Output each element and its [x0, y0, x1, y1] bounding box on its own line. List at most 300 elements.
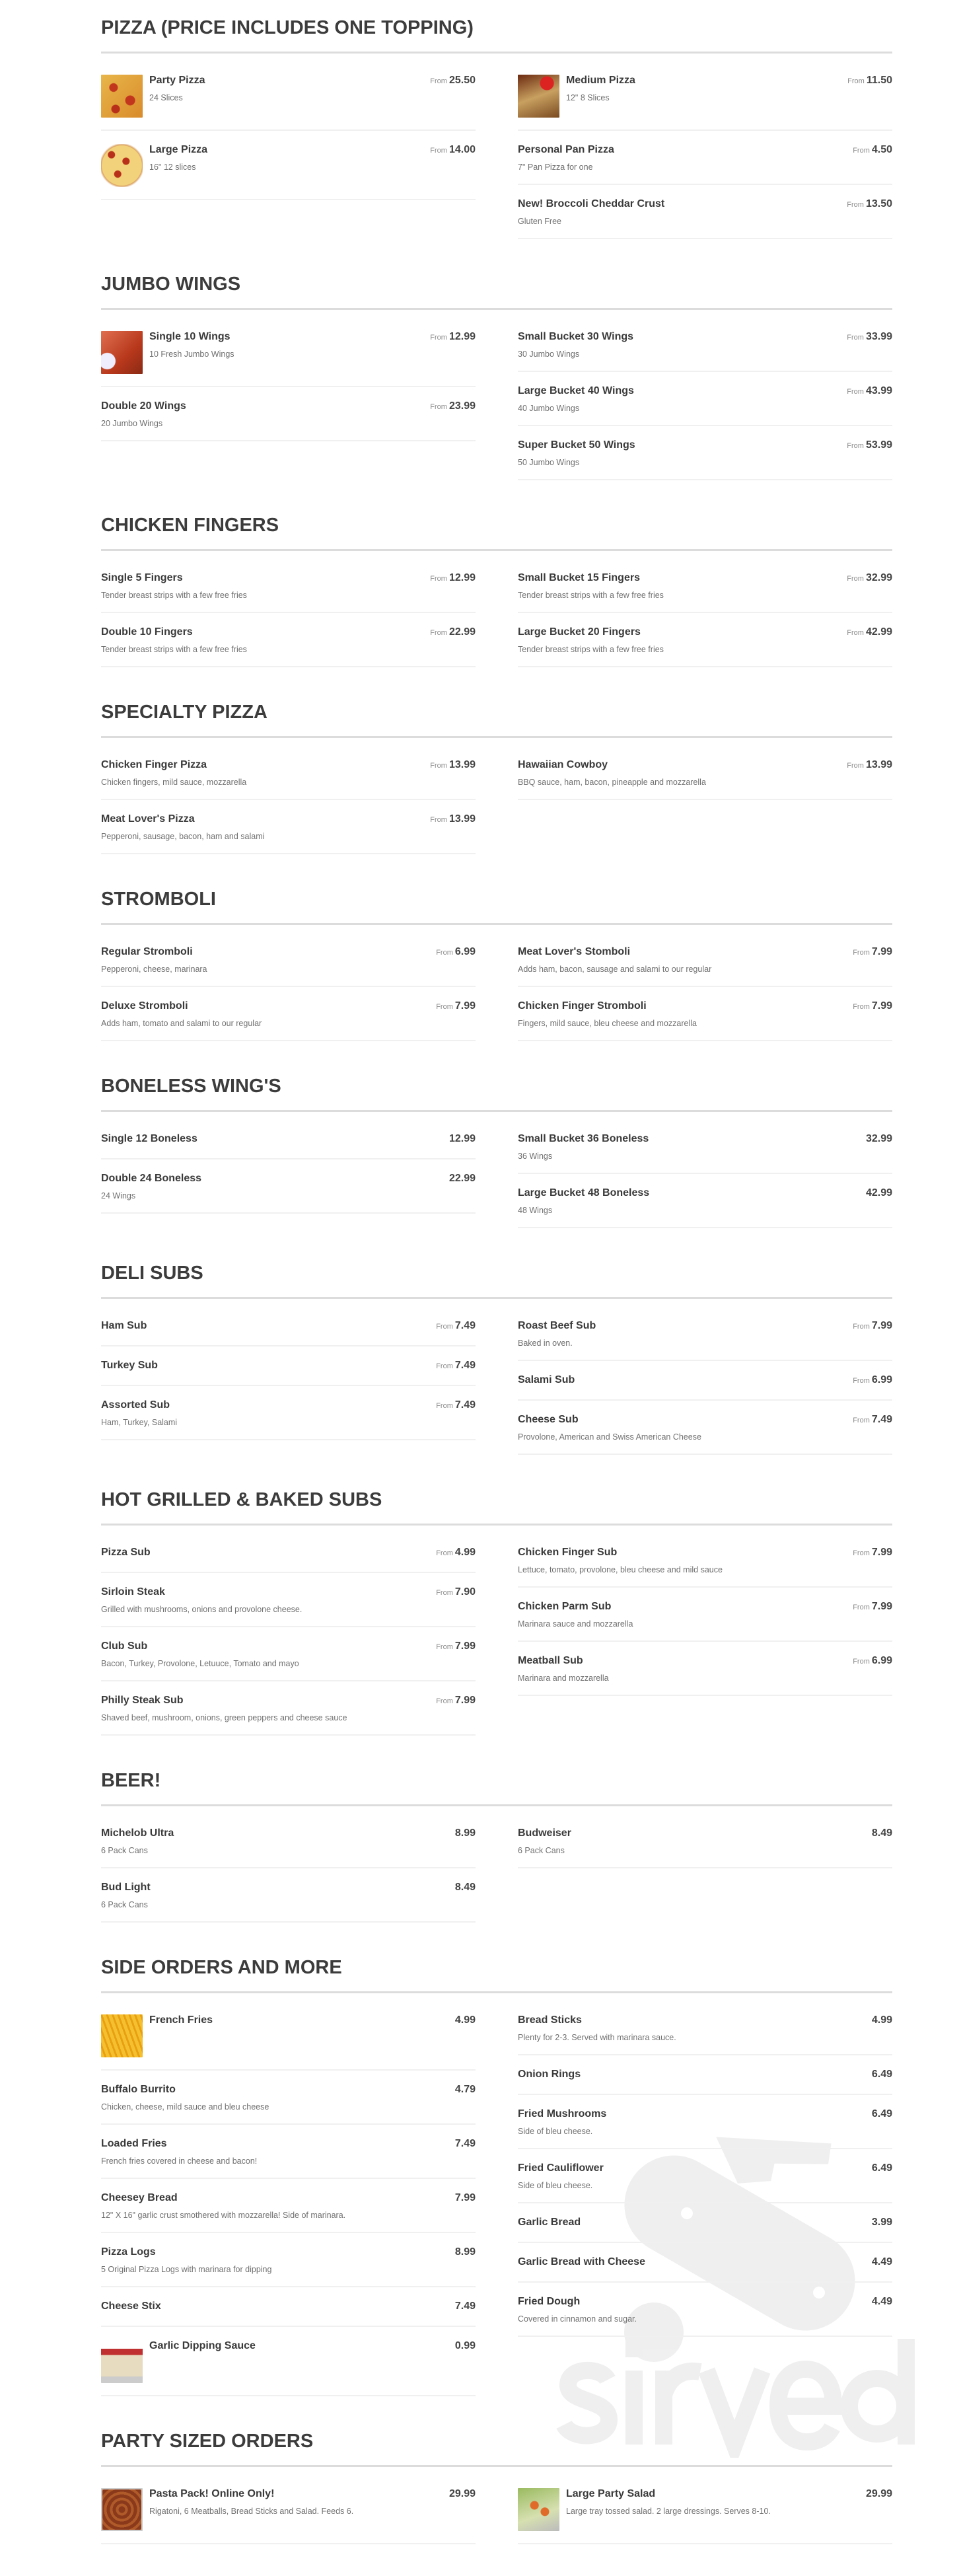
- menu-item-name: Onion Rings: [518, 2069, 581, 2080]
- menu-item-price-group: [847, 626, 892, 638]
- menu-item-body: [518, 1827, 892, 1855]
- menu-item: [101, 1573, 476, 1627]
- menu-item-body: [518, 572, 892, 600]
- menu-item-header: [101, 1133, 476, 1145]
- price-prefix: From: [853, 1549, 870, 1557]
- menu-item-price: 25.50: [448, 75, 476, 86]
- menu-item-body: [101, 1320, 476, 1333]
- menu-item-price: 7.49: [454, 1320, 476, 1331]
- menu-item-header: [101, 2246, 476, 2258]
- menu-item-price: 4.99: [454, 2014, 476, 2026]
- menu-column-left: [101, 318, 476, 480]
- menu-column-left: [101, 559, 476, 667]
- menu-item: [101, 2475, 476, 2544]
- menu-item-price-group: [853, 1655, 892, 1667]
- menu-column-left: [101, 2475, 476, 2544]
- price-prefix: From: [430, 575, 447, 583]
- menu-item-description: 24 Wings: [101, 1191, 136, 1200]
- menu-item-body: [518, 1320, 892, 1348]
- menu-item: [518, 1174, 892, 1228]
- menu-item-body: [518, 1133, 892, 1161]
- menu-item-price: 13.99: [448, 813, 476, 825]
- menu-item-price: 7.99: [871, 1547, 892, 1558]
- menu-item-price: 7.99: [871, 1601, 892, 1612]
- menu-item-header: [518, 1000, 892, 1012]
- menu-item-body: [518, 2256, 892, 2269]
- menu-item: [518, 2001, 892, 2055]
- menu-item-price-group: [866, 1187, 892, 1199]
- menu-item-price: 7.99: [454, 2192, 476, 2203]
- menu-item-header: [149, 2014, 476, 2026]
- menu-item-name: Roast Beef Sub: [518, 1320, 596, 1331]
- menu-item-price-group: [430, 572, 476, 584]
- menu-item-description: 40 Jumbo Wings: [518, 404, 580, 413]
- menu-column-right: [518, 318, 892, 480]
- menu-item: [101, 1386, 476, 1440]
- menu-item-name: Meat Lover's Pizza: [101, 813, 195, 825]
- menu-item-header: [101, 759, 476, 771]
- menu-item-name: Ham Sub: [101, 1320, 147, 1331]
- menu-section: [101, 1487, 892, 1736]
- menu-item-body: [101, 1000, 476, 1028]
- menu-item-name: Assorted Sub: [101, 1399, 170, 1411]
- menu-item-name: Chicken Finger Pizza: [101, 759, 207, 770]
- price-prefix: From: [436, 1589, 453, 1597]
- menu-item-body: [149, 331, 476, 374]
- menu-item-description: Rigatoni, 6 Meatballs, Bread Sticks and Salad. Feeds 6.: [149, 2507, 354, 2516]
- menu-item-name: Small Bucket 15 Fingers: [518, 572, 640, 583]
- menu-item: [101, 131, 476, 200]
- menu-item-header: [101, 2084, 476, 2096]
- menu-section: [101, 1073, 892, 1228]
- menu-item-header: [518, 1320, 892, 1332]
- menu-item-price: 8.99: [454, 1827, 476, 1839]
- menu-item-body: [518, 144, 892, 172]
- menu-item: [518, 1814, 892, 1868]
- price-prefix: From: [430, 629, 447, 637]
- menu-item-header: [518, 1827, 892, 1839]
- menu-item-body: [518, 626, 892, 654]
- menu-item-body: [566, 75, 892, 118]
- menu-item-description: 30 Jumbo Wings: [518, 350, 580, 359]
- menu-item: [518, 1533, 892, 1588]
- menu-item-header: [518, 626, 892, 638]
- menu-item: [101, 1627, 476, 1681]
- menu-item-name: Super Bucket 50 Wings: [518, 439, 635, 451]
- menu-item-description: Side of bleu cheese.: [518, 2127, 593, 2136]
- menu-item-body: [101, 1640, 476, 1668]
- menu-item-header: [149, 2340, 476, 2352]
- menu-item-body: [518, 1374, 892, 1387]
- menu-column-left: [101, 1533, 476, 1736]
- menu-item-price: 6.99: [454, 946, 476, 957]
- menu-item-price-group: [430, 626, 476, 638]
- menu-item-price-group: [455, 2138, 476, 2150]
- menu-item-price-group: [847, 572, 892, 584]
- menu-item-body: [518, 385, 892, 413]
- menu-item-body: [149, 2340, 476, 2383]
- menu-item-price: 6.99: [871, 1655, 892, 1666]
- menu-item-price-group: [430, 813, 476, 825]
- menu-item-name: Michelob Ultra: [101, 1827, 174, 1839]
- menu-item-body: [518, 2108, 892, 2136]
- menu-item-name: Pasta Pack! Online Only!: [149, 2488, 275, 2499]
- menu-item-header: [101, 626, 476, 638]
- menu-section: [101, 271, 892, 480]
- menu-item-price-group: [853, 1000, 892, 1012]
- menu-item-header: [518, 1414, 892, 1426]
- restaurant-menu: [101, 15, 892, 2576]
- menu-item-header: [149, 331, 476, 343]
- menu-item-price: 3.99: [871, 2217, 892, 2228]
- menu-item-price-group: [872, 2296, 892, 2308]
- menu-item-price: 7.49: [871, 1414, 892, 1425]
- menu-item-price: 29.99: [448, 2488, 476, 2499]
- price-prefix: From: [847, 201, 864, 209]
- menu-item-description: 10 Fresh Jumbo Wings: [149, 350, 234, 359]
- menu-item-price-group: [430, 144, 476, 156]
- menu-item-description: Adds ham, bacon, sausage and salami to our regular: [518, 965, 712, 974]
- menu-item-header: [101, 1320, 476, 1332]
- menu-item-header: [101, 813, 476, 825]
- menu-item-name: Fried Mushrooms: [518, 2108, 607, 2119]
- menu-item-name: Meatball Sub: [518, 1655, 583, 1666]
- price-prefix: From: [436, 1003, 453, 1011]
- menu-item-name: Hawaiian Cowboy: [518, 759, 608, 770]
- menu-item-price: 8.99: [454, 2246, 476, 2258]
- menu-item-price-group: [436, 1695, 476, 1707]
- section-title: SPECIALTY PIZZA: [101, 699, 892, 738]
- menu-item-price: 29.99: [865, 2488, 892, 2499]
- menu-item-description: 12" 8 Slices: [566, 93, 610, 102]
- menu-item-description: Pepperoni, cheese, marinara: [101, 965, 207, 974]
- menu-section: [101, 2428, 892, 2544]
- menu-item-price: 4.50: [871, 144, 892, 155]
- menu-item-price-group: [436, 1399, 476, 1411]
- menu-item-header: [518, 2108, 892, 2120]
- menu-section: [101, 1767, 892, 1923]
- menu-item-name: Garlic Bread with Cheese: [518, 2256, 645, 2267]
- menu-item-price-group: [872, 2108, 892, 2120]
- menu-item-body: [101, 813, 476, 841]
- menu-item-description: Gluten Free: [518, 217, 562, 226]
- menu-column-left: [101, 746, 476, 854]
- menu-item-header: [149, 2488, 476, 2500]
- menu-item-name: Regular Stromboli: [101, 946, 193, 957]
- menu-item-price-group: [455, 2014, 476, 2026]
- menu-column-right: [518, 1533, 892, 1736]
- menu-section: [101, 886, 892, 1041]
- menu-item-price: 8.49: [454, 1882, 476, 1893]
- menu-column-right: [518, 2475, 892, 2544]
- menu-column-right: [518, 2001, 892, 2396]
- menu-item-description: Plenty for 2-3. Served with marinara sauce.: [518, 2033, 676, 2042]
- menu-item-header: [518, 946, 892, 958]
- menu-item: [101, 933, 476, 987]
- price-prefix: From: [853, 1377, 870, 1385]
- section-title: DELI SUBS: [101, 1260, 892, 1299]
- section-title: BONELESS WING'S: [101, 1073, 892, 1112]
- menu-item-body: [518, 1187, 892, 1215]
- menu-item-name: Small Bucket 36 Boneless: [518, 1133, 649, 1144]
- menu-item-price-group: [872, 2256, 892, 2268]
- menu-item-name: Buffalo Burrito: [101, 2084, 176, 2095]
- menu-item-price: 4.49: [871, 2296, 892, 2307]
- menu-item: [518, 1642, 892, 1696]
- menu-item-name: Cheese Stix: [101, 2300, 161, 2312]
- section-columns: [101, 1993, 892, 2396]
- menu-item: [101, 2071, 476, 2125]
- menu-item-price: 7.49: [454, 2138, 476, 2149]
- menu-item-description: Covered in cinnamon and sugar.: [518, 2314, 637, 2324]
- menu-item: [518, 185, 892, 239]
- menu-item-name: Garlic Bread: [518, 2217, 581, 2228]
- menu-item-price: 4.79: [454, 2084, 476, 2095]
- menu-item: [101, 1814, 476, 1868]
- menu-item-body: [149, 144, 476, 187]
- menu-item-price: 6.99: [871, 1374, 892, 1385]
- menu-item-name: Salami Sub: [518, 1374, 575, 1385]
- menu-item-name: French Fries: [149, 2014, 213, 2026]
- price-prefix: From: [847, 388, 864, 396]
- menu-item-price: 42.99: [865, 1187, 892, 1198]
- section-title: BEER!: [101, 1767, 892, 1806]
- menu-item: [518, 1401, 892, 1455]
- menu-item-name: Fried Dough: [518, 2296, 581, 2307]
- menu-item-description: Baked in oven.: [518, 1339, 573, 1348]
- menu-item-body: [101, 1695, 476, 1722]
- pasta-photo-image: [101, 2488, 143, 2531]
- menu-item: [518, 1307, 892, 1361]
- menu-item-body: [101, 572, 476, 600]
- menu-item-name: Medium Pizza: [566, 75, 635, 86]
- price-prefix: From: [853, 1417, 870, 1424]
- menu-item-name: Single 10 Wings: [149, 331, 231, 342]
- price-prefix: From: [436, 1643, 453, 1651]
- fries-photo-image: [101, 2014, 143, 2057]
- menu-item-name: Cheese Sub: [518, 1414, 579, 1425]
- section-columns: [101, 310, 892, 480]
- menu-item: [101, 1120, 476, 1159]
- menu-item-price-group: [449, 1173, 476, 1185]
- menu-item-price-group: [455, 2300, 476, 2312]
- menu-item-header: [518, 2162, 892, 2174]
- section-columns: [101, 1806, 892, 1923]
- menu-item-body: [101, 1827, 476, 1855]
- menu-item: [101, 2287, 476, 2327]
- menu-item-price-group: [847, 198, 892, 210]
- menu-item-name: Loaded Fries: [101, 2138, 167, 2149]
- menu-item-name: Single 12 Boneless: [101, 1133, 197, 1144]
- menu-item-header: [518, 385, 892, 397]
- menu-item-body: [101, 2138, 476, 2166]
- menu-section: [101, 1260, 892, 1455]
- medium-pizza-photo-image: [518, 75, 559, 118]
- section-columns: [101, 551, 892, 667]
- menu-item: [518, 933, 892, 987]
- menu-item-body: [101, 1547, 476, 1560]
- menu-item-name: Party Pizza: [149, 75, 205, 86]
- menu-item-description: 7" Pan Pizza for one: [518, 163, 593, 172]
- menu-item-price: 6.49: [871, 2069, 892, 2080]
- menu-item-description: Marinara sauce and mozzarella: [518, 1619, 633, 1629]
- menu-item: [101, 2001, 476, 2071]
- menu-item-name: Large Party Salad: [566, 2488, 656, 2499]
- menu-column-left: [101, 933, 476, 1041]
- menu-item: [101, 61, 476, 131]
- menu-item-header: [101, 572, 476, 584]
- dipping-sauce-photo-image: [101, 2340, 143, 2383]
- menu-item-name: Cheesey Bread: [101, 2192, 178, 2203]
- menu-item-name: Single 5 Fingers: [101, 572, 183, 583]
- menu-item-header: [101, 1695, 476, 1707]
- menu-item-header: [101, 1827, 476, 1839]
- menu-item-price: 4.99: [871, 2014, 892, 2026]
- menu-item-body: [518, 2217, 892, 2230]
- menu-item-description: Tender breast strips with a few free fries: [518, 645, 664, 654]
- price-prefix: From: [853, 1658, 870, 1666]
- menu-item-description: 16" 12 slices: [149, 163, 196, 172]
- menu-item-description: 12" X 16" garlic crust smothered with mozzarella! Side of marinara.: [101, 2211, 346, 2220]
- menu-item-name: Bud Light: [101, 1882, 151, 1893]
- price-prefix: From: [436, 1323, 453, 1331]
- menu-item-price: 4.99: [454, 1547, 476, 1558]
- section-title: CHICKEN FINGERS: [101, 512, 892, 551]
- menu-item: [101, 800, 476, 854]
- menu-item-price: 7.49: [454, 1360, 476, 1371]
- menu-item-price: 13.99: [865, 759, 892, 770]
- large-pizza-photo-image: [101, 144, 143, 187]
- menu-column-right: [518, 61, 892, 239]
- menu-item-body: [518, 1547, 892, 1574]
- menu-item-header: [518, 1547, 892, 1559]
- menu-item-price-group: [847, 331, 892, 343]
- menu-section: [101, 1954, 892, 2396]
- menu-item: [518, 746, 892, 800]
- menu-item: [518, 1361, 892, 1401]
- menu-item-price: 12.99: [448, 1133, 476, 1144]
- menu-item-header: [518, 2069, 892, 2080]
- menu-item-header: [518, 144, 892, 156]
- menu-item-body: [101, 400, 476, 428]
- menu-item-header: [101, 1173, 476, 1185]
- menu-item: [101, 987, 476, 1041]
- menu-item: [101, 613, 476, 667]
- menu-item-header: [518, 2014, 892, 2026]
- menu-item-name: Turkey Sub: [101, 1360, 158, 1371]
- menu-item-body: [518, 198, 892, 226]
- menu-item-price-group: [853, 1547, 892, 1559]
- menu-item: [101, 559, 476, 613]
- menu-item-body: [101, 1586, 476, 1614]
- menu-item: [518, 372, 892, 426]
- menu-item-header: [149, 144, 476, 156]
- price-prefix: From: [430, 147, 447, 155]
- menu-item-price-group: [436, 1320, 476, 1332]
- menu-item: [101, 2327, 476, 2396]
- menu-item-description: Tender breast strips with a few free fries: [518, 591, 664, 600]
- menu-item-header: [149, 75, 476, 87]
- menu-item-body: [518, 1601, 892, 1629]
- menu-item-header: [566, 75, 892, 87]
- menu-item-body: [149, 75, 476, 118]
- menu-item-body: [101, 2300, 476, 2314]
- menu-item-name: Large Bucket 20 Fingers: [518, 626, 641, 638]
- menu-item-header: [101, 2192, 476, 2204]
- section-columns: [101, 2467, 892, 2544]
- menu-item-header: [518, 1187, 892, 1199]
- menu-item-description: Side of bleu cheese.: [518, 2181, 593, 2190]
- menu-item-body: [518, 2069, 892, 2082]
- menu-item-name: Pizza Logs: [101, 2246, 156, 2258]
- menu-item: [101, 387, 476, 441]
- price-prefix: From: [853, 1603, 870, 1611]
- menu-item-price-group: [853, 1601, 892, 1613]
- menu-item-header: [518, 1133, 892, 1145]
- menu-item-body: [101, 1133, 476, 1146]
- menu-item-price: 7.90: [454, 1586, 476, 1598]
- menu-item-price-group: [853, 1374, 892, 1386]
- menu-section: [101, 15, 892, 239]
- menu-item-description: Bacon, Turkey, Provolone, Letuuce, Tomato and mayo: [101, 1659, 299, 1668]
- price-prefix: From: [847, 762, 864, 770]
- menu-item-body: [101, 1399, 476, 1427]
- menu-item-name: Large Bucket 40 Wings: [518, 385, 634, 396]
- menu-item-description: 20 Jumbo Wings: [101, 419, 163, 428]
- section-title: PARTY SIZED ORDERS: [101, 2428, 892, 2467]
- menu-item-price-group: [430, 331, 476, 343]
- menu-item-description: Tender breast strips with a few free fries: [101, 591, 247, 600]
- menu-item-body: [101, 1882, 476, 1909]
- menu-item-header: [518, 1374, 892, 1386]
- menu-item-name: Large Pizza: [149, 144, 208, 155]
- price-prefix: From: [436, 1402, 453, 1410]
- menu-item-price: 7.99: [871, 946, 892, 957]
- menu-item-body: [518, 331, 892, 359]
- menu-item-header: [101, 2138, 476, 2150]
- menu-item-price: 32.99: [865, 1133, 892, 1144]
- menu-item-price: 13.50: [865, 198, 892, 209]
- menu-item: [101, 318, 476, 387]
- menu-item-price-group: [436, 1000, 476, 1012]
- menu-item-header: [101, 1360, 476, 1372]
- menu-column-left: [101, 61, 476, 239]
- price-prefix: From: [847, 442, 864, 450]
- menu-item-header: [518, 439, 892, 451]
- menu-item-price-group: [847, 75, 892, 87]
- menu-item-price: 6.49: [871, 2108, 892, 2119]
- menu-item-price-group: [853, 144, 892, 156]
- menu-item-price-group: [872, 2014, 892, 2026]
- menu-column-right: [518, 1814, 892, 1923]
- section-title: JUMBO WINGS: [101, 271, 892, 310]
- menu-item-name: Philly Steak Sub: [101, 1695, 184, 1706]
- menu-item-body: [101, 2246, 476, 2274]
- menu-item-header: [101, 1586, 476, 1598]
- menu-item-name: Garlic Dipping Sauce: [149, 2340, 256, 2351]
- menu-item-header: [518, 2296, 892, 2308]
- menu-item-header: [518, 198, 892, 210]
- menu-section: [101, 699, 892, 854]
- menu-item: [518, 1120, 892, 1174]
- price-prefix: From: [853, 1323, 870, 1331]
- menu-item: [518, 2243, 892, 2283]
- menu-item-price-group: [847, 759, 892, 771]
- price-prefix: From: [430, 816, 447, 824]
- menu-item-body: [149, 2014, 476, 2057]
- section-columns: [101, 1112, 892, 1228]
- menu-item-body: [101, 2084, 476, 2112]
